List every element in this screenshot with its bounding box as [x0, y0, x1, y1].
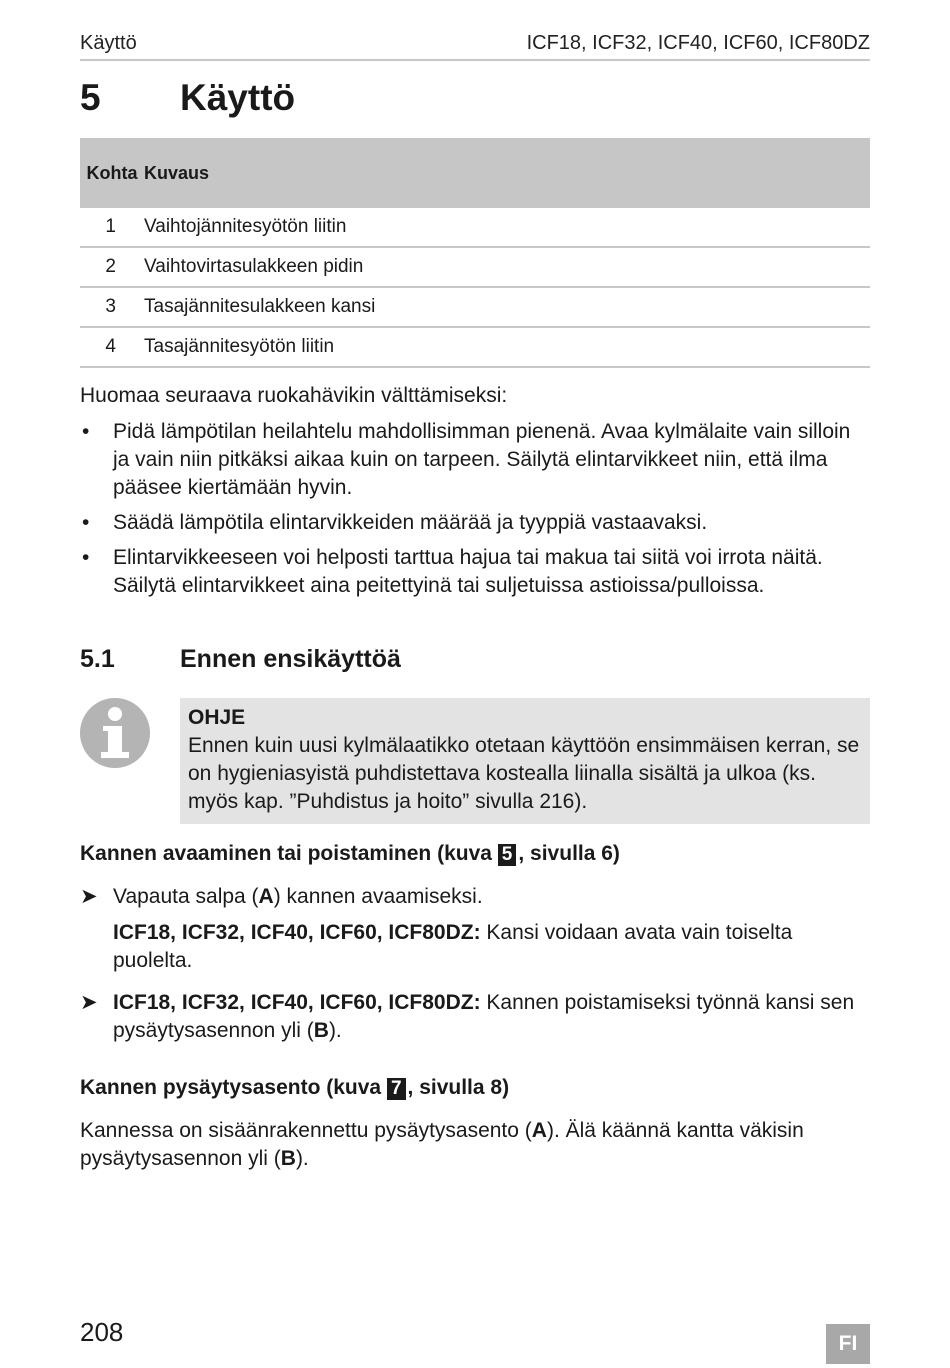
step-1: ➤ Vapauta salpa (A) kannen avaamiseksi.: [80, 883, 870, 911]
step-1-note: ICF18, ICF32, ICF40, ICF60, ICF80DZ: Kansi voidaan avata vain toiselta puolelta.: [113, 921, 793, 972]
table-row: [80, 327, 870, 367]
subheading-lid-open: Kannen avaaminen tai poistaminen (kuva 5 , sivulla 6): [80, 842, 620, 865]
header-section: Käyttö: [80, 32, 137, 54]
table-cell-desc: Tasajännitesyötön liitin: [144, 327, 870, 367]
list-item: • Pidä lämpötilan heilahtelu mahdollisimman pienenä. Avaa kylmälaite vain silloin ja vain niin pitkäksi aikaa kuin on tarpeen. Säilytä elintarvikkeet niin, että ilma pääsee kiertämään hyvin.: [82, 420, 851, 499]
section-title: Ennen ensikäyttöä: [180, 645, 401, 673]
note-box: [180, 698, 870, 824]
table-header-row: [80, 138, 870, 208]
subheading-lid-stop: Kannen pysäytysasento (kuva 7 , sivulla 8): [80, 1076, 510, 1099]
table-cell-item: 3: [80, 287, 144, 327]
list-item: • Säädä lämpötila elintarvikkeiden määrää ja tyyppiä vastaavaksi.: [80, 509, 870, 537]
bullet-icon: •: [82, 420, 90, 443]
note-title: OHJE: [188, 706, 246, 729]
intro-text: Huomaa seuraava ruokahävikin välttämiseksi:: [80, 384, 508, 407]
chapter-title: Käyttö: [180, 77, 296, 118]
table-cell-desc: Tasajännitesulakkeen kansi: [144, 287, 870, 327]
arrow-icon: ➤: [80, 991, 98, 1014]
info-icon: [80, 698, 150, 768]
bullet-icon: •: [82, 511, 90, 534]
parts-table: [80, 138, 870, 368]
lid-stop-text: Kannessa on sisäänrakennettu pysäytysasento (A). Älä käännä kantta väkisin pysäytysasennon yli (B).: [80, 1119, 804, 1170]
table-header-desc: Kuvaus: [144, 138, 870, 208]
table-row: [80, 247, 870, 287]
bullet-icon: •: [82, 546, 90, 569]
header-models: ICF18, ICF32, ICF40, ICF60, ICF80DZ: [526, 32, 870, 54]
table-row: [80, 287, 870, 327]
section-heading: [80, 642, 401, 676]
figure-ref-badge: 7: [387, 1078, 406, 1100]
chapter-number: 5: [80, 77, 101, 118]
page-number: 208: [80, 1317, 124, 1347]
list-item: • Elintarvikkeeseen voi helposti tarttua hajua tai makua tai siitä voi irrota näitä. Säilytä elintarvikkeet aina peitettyinä tai suljetuissa astioissa/pulloissa.: [82, 546, 823, 597]
step-2: ➤ ICF18, ICF32, ICF40, ICF60, ICF80DZ: Kannen poistamiseksi työnnä kansi sen pysäytysasennon yli (B).: [80, 991, 855, 1042]
chapter-heading: [80, 74, 295, 122]
note-text: Ennen kuin uusi kylmälaatikko otetaan käyttöön ensimmäisen kerran, se on hygieniasyistä puhdistettava kostealla liinalla sisältä ja ulkoa (ks. myös kap. ”Puhdistus ja hoito” sivulla 216).: [188, 734, 860, 813]
language-badge: FI: [826, 1324, 870, 1364]
arrow-icon: ➤: [80, 885, 98, 908]
table-cell-desc: Vaihtojännitesyötön liitin: [144, 208, 870, 247]
figure-ref-badge: 5: [498, 844, 517, 866]
page-header: [80, 30, 870, 61]
bullet-list: [80, 418, 870, 607]
table-cell-item: 1: [80, 208, 144, 247]
table-cell-item: 4: [80, 327, 144, 367]
table-cell-desc: Vaihtovirtasulakkeen pidin: [144, 247, 870, 287]
section-number: 5.1: [80, 645, 115, 673]
table-header-item: Kohta: [80, 138, 144, 208]
table-cell-item: 2: [80, 247, 144, 287]
table-row: [80, 208, 870, 247]
